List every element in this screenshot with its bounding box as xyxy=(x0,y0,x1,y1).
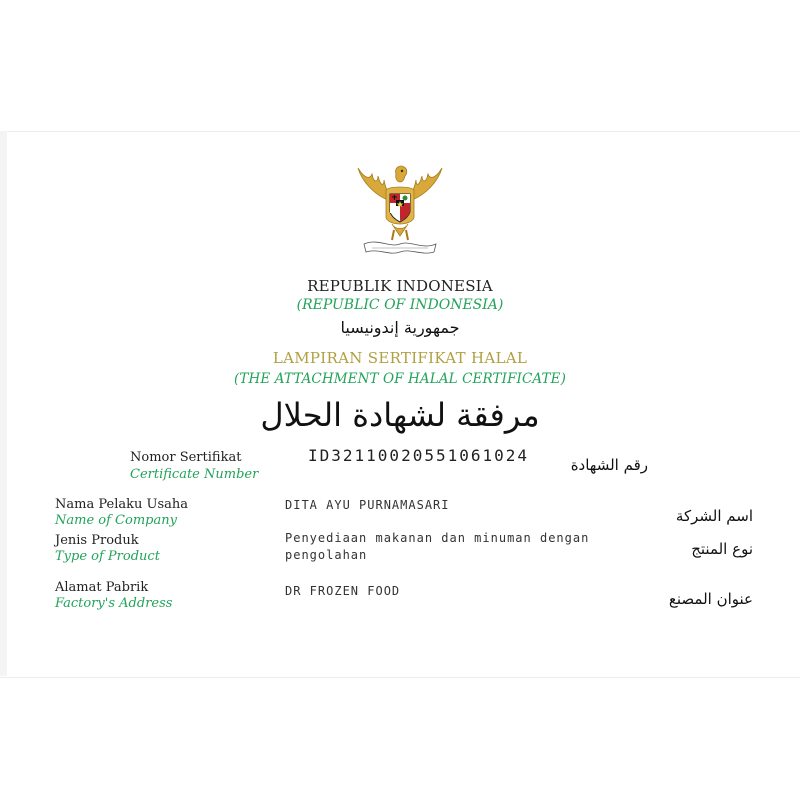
document-title: LAMPIRAN SERTIFIKAT HALAL xyxy=(272,349,528,367)
company-label-ar: اسم الشركة xyxy=(675,507,753,525)
company-value: DITA AYU PURNAMASARI xyxy=(285,498,450,512)
certificate-number-value: ID32110020551061024 xyxy=(308,446,530,465)
factory-address-label-en: Factory's Address xyxy=(55,596,173,611)
document-title-ar: مرفقة لشهادة الحلال xyxy=(260,396,540,434)
product-type-value-line1: Penyediaan makanan dan minuman dengan xyxy=(285,531,590,545)
document-title-en: (THE ATTACHMENT OF HALAL CERTIFICATE) xyxy=(234,371,566,387)
certificate-number-label-ar: رقم الشهادة xyxy=(570,456,648,474)
product-type-label: Jenis Produk xyxy=(55,533,139,548)
product-type-value-line2: pengolahan xyxy=(285,548,368,562)
company-label-en: Name of Company xyxy=(55,513,177,528)
certificate-number-label-en: Certificate Number xyxy=(130,467,259,482)
country-title: REPUBLIK INDONESIA xyxy=(307,277,493,295)
product-type-label-en: Type of Product xyxy=(55,549,160,564)
factory-address-label: Alamat Pabrik xyxy=(55,580,149,595)
factory-address-value: DR FROZEN FOOD xyxy=(285,584,401,598)
certificate-number-label: Nomor Sertifikat xyxy=(130,450,242,465)
country-title-ar: جمهورية إندونيسيا xyxy=(340,318,460,337)
company-label: Nama Pelaku Usaha xyxy=(55,497,188,512)
product-type-label-ar: نوع المنتج xyxy=(691,540,753,558)
garuda-emblem-icon xyxy=(350,160,450,265)
factory-address-label-ar: عنوان المصنع xyxy=(668,590,753,608)
country-title-en: (REPUBLIC OF INDONESIA) xyxy=(296,297,504,313)
